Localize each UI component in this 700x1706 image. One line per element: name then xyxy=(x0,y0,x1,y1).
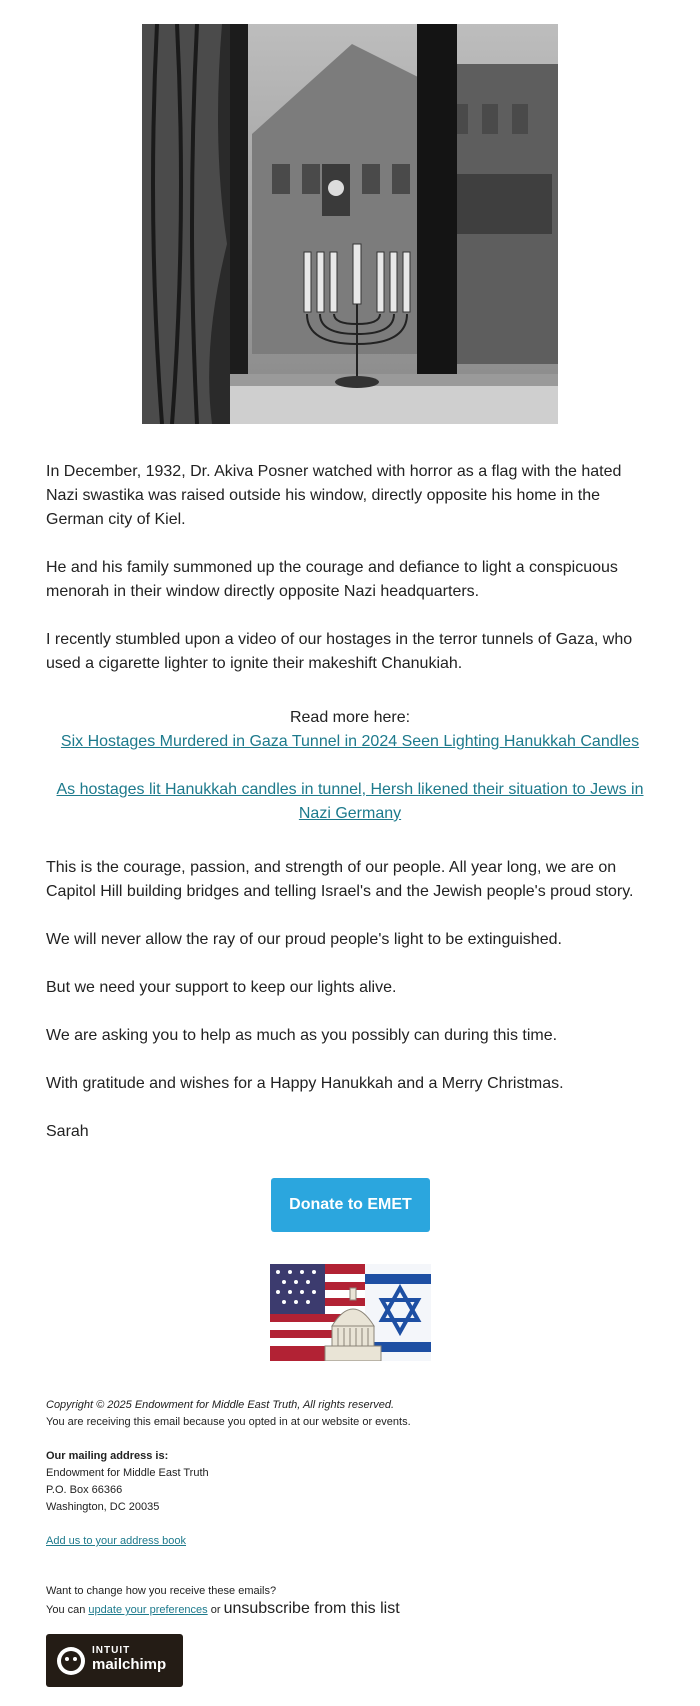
copyright-text: Copyright © 2025 Endowment for Middle East Truth, All rights reserved. xyxy=(46,1399,395,1411)
mailchimp-badge[interactable] xyxy=(46,1634,183,1687)
closing-paragraph-4 xyxy=(46,1024,654,1048)
paragraph-text: We are asking you to help as much as you possibly can during this time. xyxy=(46,1027,558,1044)
signature-text: Sarah xyxy=(46,1123,89,1140)
intro-paragraph-1 xyxy=(46,460,654,532)
preferences-line xyxy=(46,1600,656,1619)
article-link-1[interactable]: Six Hostages Murdered in Gaza Tunnel in 2024 Seen Lighting Hanukkah Candles xyxy=(60,733,640,750)
closing-paragraph-3 xyxy=(46,976,654,1000)
unsubscribe-link[interactable]: unsubscribe from this list xyxy=(223,1600,400,1617)
paragraph-text: He and his family summoned up the courage and defiance to light a conspicuous menorah in their window directly opposite Nazi headquarters. xyxy=(46,559,618,600)
menorah-window-photo xyxy=(142,24,558,424)
city-address: Washington, DC 20035 xyxy=(46,1501,160,1513)
paragraph-text: With gratitude and wishes for a Happy Hanukkah and a Merry Christmas. xyxy=(46,1075,564,1092)
closing-paragraph-2 xyxy=(46,928,654,952)
mailchimp-monkey-icon xyxy=(57,1647,85,1675)
us-israel-capitol-icon xyxy=(270,1264,431,1361)
intro-paragraph-3 xyxy=(46,628,654,676)
read-more-block xyxy=(46,706,654,826)
closing-paragraph-1 xyxy=(46,856,654,904)
intuit-label: INTUIT xyxy=(92,1645,131,1656)
update-preferences-link[interactable]: update your preferences xyxy=(88,1604,208,1616)
paragraph-text: I recently stumbled upon a video of our hostages in the terror tunnels of Gaza, who used a cigarette lighter to ignite their makeshift Chanukiah. xyxy=(46,631,633,672)
article-link-2[interactable]: As hostages lit Hanukkah candles in tunnel, Hersh likened their situation to Jews in Nazi Germany xyxy=(56,781,644,822)
change-preferences-question: Want to change how you receive these emails? xyxy=(46,1585,277,1597)
read-more-label: Read more here: xyxy=(289,709,411,726)
footer xyxy=(46,1397,656,1619)
paragraph-text: This is the courage, passion, and strength of our people. All year long, we are on Capitol Hill building bridges and telling Israel's and the Jewish people's proud story. xyxy=(46,859,634,900)
intro-paragraph-2 xyxy=(46,556,654,604)
receiving-text: You are receiving this email because you opted in at our website or events. xyxy=(46,1416,411,1428)
or-text: or xyxy=(207,1604,224,1616)
po-box: P.O. Box 66366 xyxy=(46,1484,123,1496)
closing-paragraph-5 xyxy=(46,1072,654,1096)
org-name: Endowment for Middle East Truth xyxy=(46,1467,209,1479)
donate-button[interactable]: Donate to EMET xyxy=(271,1178,430,1232)
mailing-address-heading: Our mailing address is: xyxy=(46,1450,169,1462)
paragraph-text: But we need your support to keep our lights alive. xyxy=(46,979,397,996)
paragraph-text: We will never allow the ray of our proud people's light to be extinguished. xyxy=(46,931,562,948)
signature xyxy=(46,1120,654,1144)
mailchimp-label: mailchimp xyxy=(92,1656,167,1673)
add-to-address-book-link[interactable]: Add us to your address book xyxy=(46,1535,187,1547)
you-can-text: You can xyxy=(46,1604,89,1616)
paragraph-text: In December, 1932, Dr. Akiva Posner watched with horror as a flag with the hated Nazi swastika was raised outside his window, directly opposite his home in the German city of Kiel. xyxy=(46,463,622,528)
